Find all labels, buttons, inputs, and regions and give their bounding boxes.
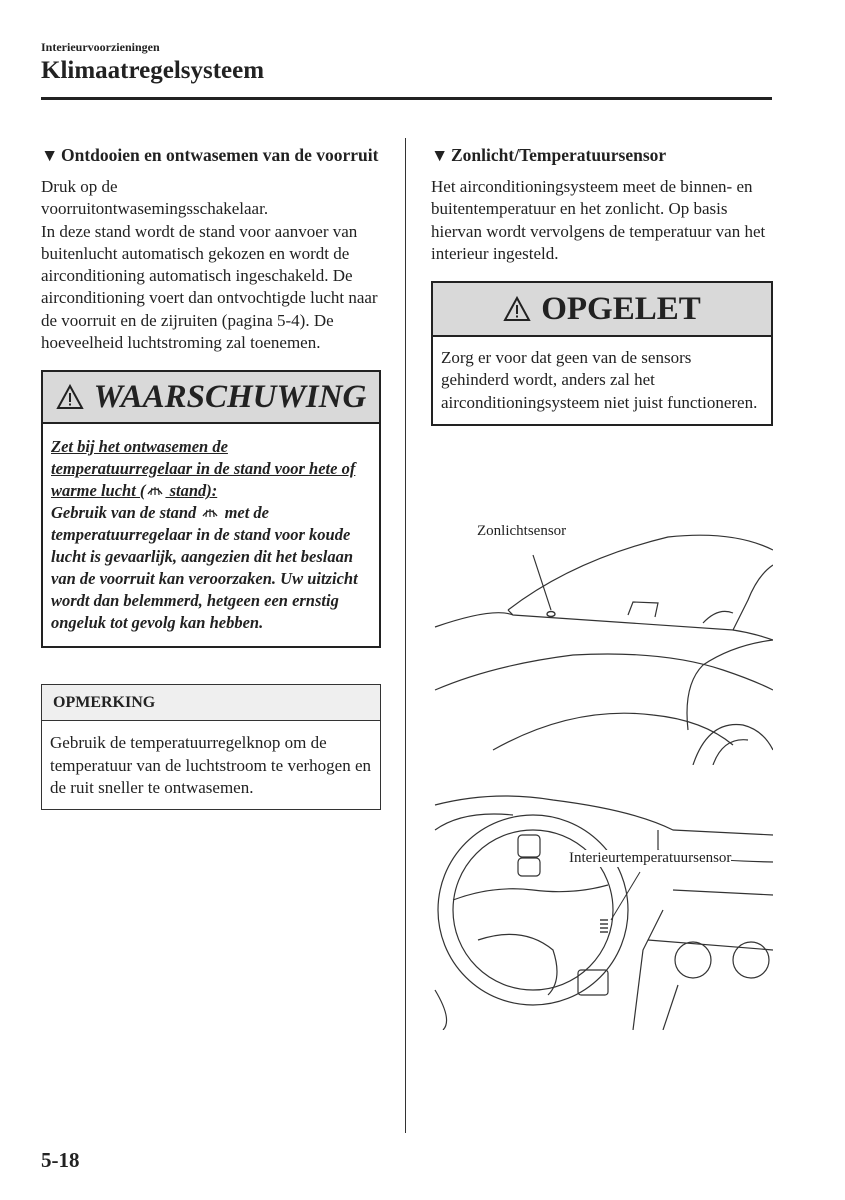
warning-triangle-icon bbox=[503, 296, 531, 322]
triangle-bullet-icon: ▼ bbox=[41, 145, 59, 165]
warning-subheading: Zet bij het ontwasemen de temperatuurregelaar in de stand voor hete of warme lucht ( stand): bbox=[51, 437, 356, 501]
warning-text: Gebruik van de stand met de temperatuurregelaar in de stand voor koude lucht is gevaarlijk, aangezien dit het beslaan van de voorruit kan veroorzaken. Uw uitzicht wordt dan belemmerd, hetgeen een ernstig ongeluk tot gevolg kan hebben. bbox=[51, 503, 358, 633]
warning-header bbox=[43, 372, 379, 424]
note-box bbox=[41, 684, 381, 810]
caution-text: Zorg er voor dat geen van de sensors gehinderd wordt, anders zal het airconditioningsysteem niet juist functioneren. bbox=[441, 348, 758, 412]
warning-body bbox=[43, 424, 379, 646]
sunlight-sensor-illustration bbox=[433, 515, 773, 765]
car-windshield-drawing bbox=[433, 515, 773, 765]
interior-sensor-label: Interieurtemperatuursensor bbox=[569, 850, 732, 866]
column-divider bbox=[405, 138, 406, 1133]
defroster-icon bbox=[200, 504, 220, 520]
note-text: Gebruik de temperatuurregelknop om de temperatuur van de luchtstroom te verhogen en de ruit sneller te ontwasemen. bbox=[50, 733, 371, 797]
sensor-paragraph: Het airconditioningsysteem meet de binnen- en buitentemperatuur en het zonlicht. Op basis hiervan wordt vervolgens de temperatuur van het interieur ingesteld. bbox=[431, 177, 766, 263]
caution-header bbox=[433, 283, 771, 337]
caution-title: OPGELET bbox=[541, 290, 701, 327]
caution-box bbox=[431, 281, 773, 426]
warning-box bbox=[41, 370, 381, 648]
sensor-heading: ▼ Zonlicht/Temperatuursensor bbox=[431, 145, 667, 165]
right-column bbox=[431, 144, 773, 426]
sunlight-sensor-label: Zonlichtsensor bbox=[477, 523, 567, 539]
title-rule bbox=[41, 97, 772, 100]
section-label: Interieurvoorzieningen bbox=[41, 40, 160, 54]
triangle-bullet-icon: ▼ bbox=[431, 145, 449, 165]
warning-triangle-icon bbox=[56, 384, 84, 410]
page-title: Klimaatregelsysteem bbox=[41, 57, 265, 84]
defroster-icon bbox=[145, 482, 165, 498]
note-title: OPMERKING bbox=[42, 685, 380, 721]
car-dashboard-drawing bbox=[433, 790, 773, 1030]
interior-sensor-illustration bbox=[433, 790, 773, 1030]
defrost-heading: ▼ Ontdooien en ontwasemen van de voorruit bbox=[41, 145, 379, 165]
warning-title: WAARSCHUWING bbox=[93, 378, 367, 415]
defrost-paragraph: Druk op de voorruitontwasemingsschakelaar. In deze stand wordt de stand voor aanvoer van buitenlucht automatisch gekozen en wordt de airconditioning automatisch ingeschakeld. De airconditioning voert dan ontvochtigde lucht naar de voorruit en de zijruiten (pagina 5-4). De hoeveelheid luchtstroming zal toenemen. bbox=[41, 177, 378, 353]
left-column bbox=[41, 144, 381, 810]
page-number: 5-18 bbox=[41, 1148, 80, 1172]
